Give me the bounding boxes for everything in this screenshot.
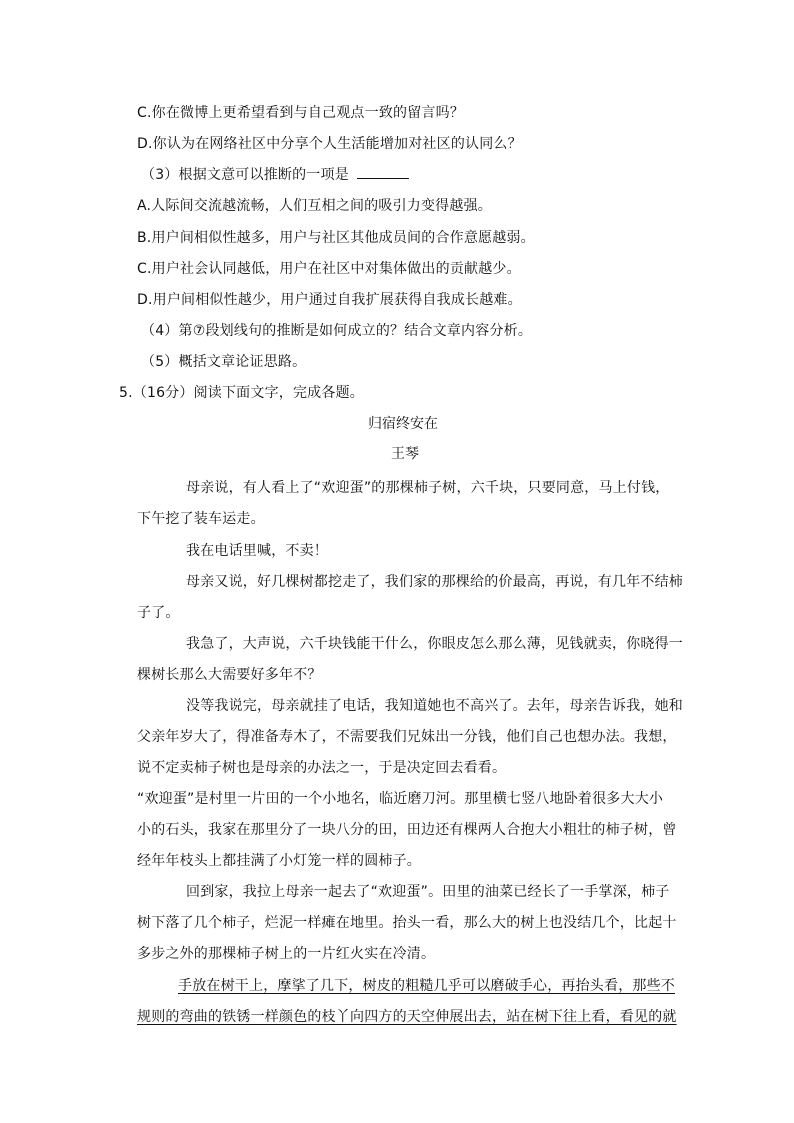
sub-question-5: （5）概括文章论证思路。 <box>141 354 307 370</box>
paragraph-5-line-2: 父亲年岁大了，得准备寿木了，不需要我们兄妹出一分钱，他们自己也想办法。我想， <box>137 729 677 745</box>
paragraph-5-line-1: 没等我说完，母亲就挂了电话，我知道她也不高兴了。去年，母亲告诉我，她和 <box>186 698 683 714</box>
paragraph-7-line-3: 多步之外的那棵柿子树上的一片红火实在冷清。 <box>137 946 436 962</box>
question-5-header: 5.（16分）阅读下面文字，完成各题。 <box>119 385 364 401</box>
sub3-option-c: C.用户社会认同越低，用户在社区中对集体做出的贡献越少。 <box>137 261 521 277</box>
paragraph-3-line-2: 子了。 <box>137 605 180 621</box>
sub-question-3 <box>141 165 409 185</box>
sub-question-4: （4）第⑦段划线句的推断是如何成立的？结合文章内容分析。 <box>141 323 533 339</box>
paragraph-3-line-1: 母亲又说，好几棵树都挖走了，我们家的那棵给的价最高，再说，有几年不结柿 <box>186 574 683 590</box>
sub3-option-d: D.用户间相似性越少，用户通过自我扩展获得自我成长越难。 <box>137 292 522 308</box>
sub3-option-b: B.用户间相似性越多，用户与社区其他成员间的合作意愿越弱。 <box>137 230 535 246</box>
underlined-sentence-line-1: 手放在树干上，摩挲了几下，树皮的粗糙几乎可以磨破手心，再抬头看，那些不 <box>178 978 675 994</box>
paragraph-6-line-3: 经年年枝头上都挂满了小灯笼一样的圆柿子。 <box>137 853 421 869</box>
passage-author: 王琴 <box>391 446 419 462</box>
paragraph-2: 我在电话里喊，不卖！ <box>186 543 328 559</box>
answer-blank <box>357 165 409 179</box>
paragraph-1-line-2: 下午挖了装车运走。 <box>137 511 265 527</box>
sub-question-3-text: （3）根据文意可以推断的一项是 <box>141 167 349 183</box>
underlined-sentence-line-2: 规则的弯曲的铁锈一样颜色的枝丫向四方的天空伸展出去，站在树下往上看，看见的就 <box>137 1009 677 1025</box>
option-c: C.你在微博上更希望看到与自己观点一致的留言吗？ <box>137 105 465 121</box>
paragraph-4-line-1: 我急了，大声说，六千块钱能干什么，你眼皮怎么那么薄，见钱就卖，你晓得一 <box>186 636 683 652</box>
paragraph-1-line-1: 母亲说，有人看上了“欢迎蛋”的那棵柿子树，六千块，只要同意，马上付钱， <box>186 480 670 496</box>
paragraph-6-line-1: “欢迎蛋”是村里一片田的一个小地名，临近磨刀河。那里横七竖八地卧着很多大大小 <box>137 791 664 807</box>
option-d: D.你认为在网络社区中分享个人生活能增加对社区的认同么？ <box>137 136 522 152</box>
sub3-option-a: A.人际间交流越流畅，人们互相之间的吸引力变得越强。 <box>137 198 492 214</box>
passage-title: 归宿终安在 <box>368 416 438 432</box>
paragraph-6-line-2: 小的石头，我家在那里分了一块八分的田，田边还有棵两人合抱大小粗壮的柿子树，曾 <box>137 822 677 838</box>
paragraph-5-line-3: 说不定卖柿子树也是母亲的办法之一，于是决定回去看看。 <box>137 760 507 776</box>
paragraph-4-line-2: 棵树长那么大需要好多年不？ <box>137 667 322 683</box>
paragraph-7-line-1: 回到家，我拉上母亲一起去了“欢迎蛋”。田里的油菜已经长了一手掌深，柿子 <box>186 884 670 900</box>
paragraph-7-line-2: 树下落了几个柿子，烂泥一样瘫在地里。抬头一看，那么大的树上也没结几个，比起十 <box>137 915 677 931</box>
